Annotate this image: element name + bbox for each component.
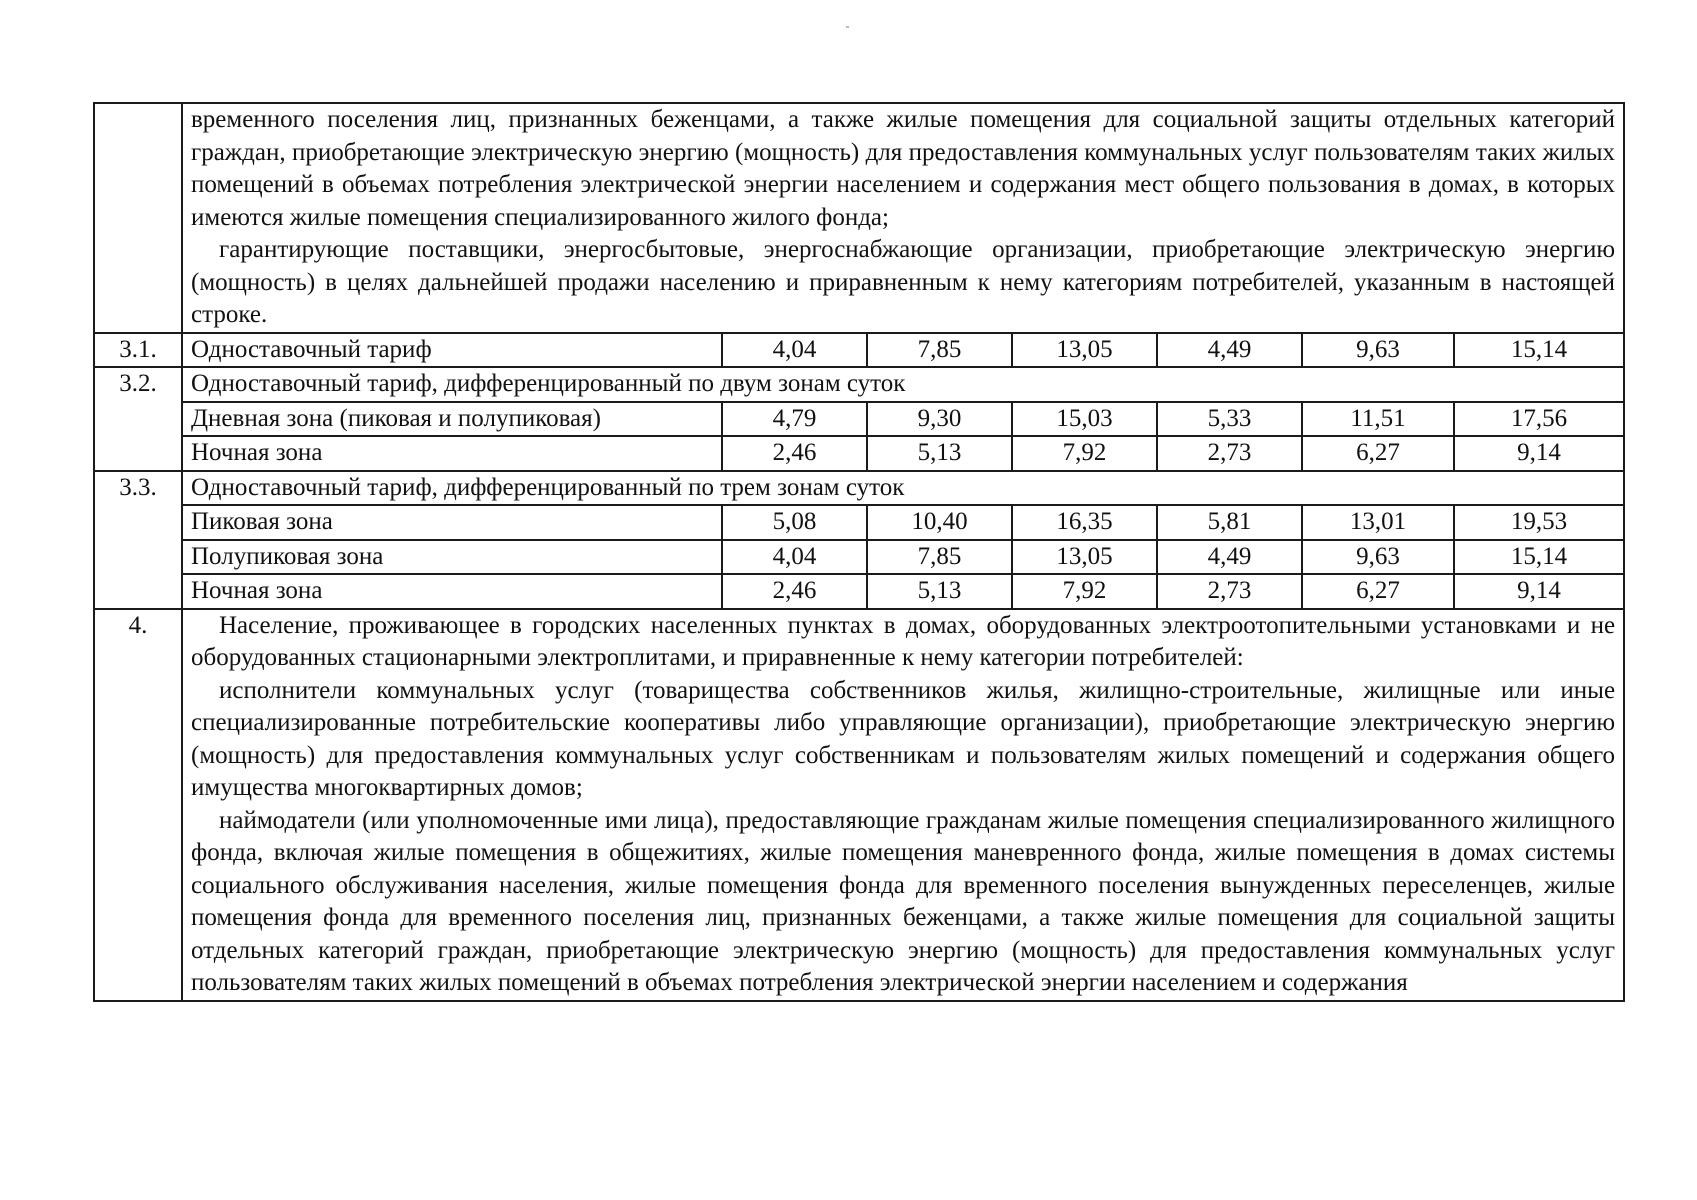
- tariff-value: 13,01: [1302, 505, 1454, 540]
- tariff-value: 10,40: [867, 505, 1012, 540]
- continuation-text-cell: [182, 103, 1624, 333]
- paragraph: гарантирующие поставщики, энергосбытовые, энергоснабжающие организации, приобретающие электрическую энергию (мощность) в целях дальнейшей продажи населению и приравненным к нему категориям потребителей, указанным в настоящей строке.: [191, 236, 1616, 328]
- tariff-value: 6,27: [1302, 574, 1454, 609]
- row-number: 3.2.: [94, 367, 182, 471]
- tariff-value: 4,04: [722, 333, 867, 368]
- tariff-value: 9,14: [1454, 436, 1624, 471]
- table-row-3-3-semipeak: [94, 540, 1624, 575]
- table-row-3-3-title: [94, 471, 1624, 506]
- row-number: 3.3.: [94, 471, 182, 609]
- tariff-value: 5,13: [867, 436, 1012, 471]
- row-number: 3.1.: [94, 333, 182, 368]
- table-row-3-1: [94, 333, 1624, 368]
- tariff-value: 4,04: [722, 540, 867, 575]
- tariff-value: 6,27: [1302, 436, 1454, 471]
- tariff-value: 16,35: [1012, 505, 1157, 540]
- tariff-label: Ночная зона: [182, 574, 722, 609]
- row-4-text-cell: [182, 609, 1624, 1001]
- tariff-value: 5,13: [867, 574, 1012, 609]
- table-row-continuation: [94, 103, 1624, 333]
- tariff-value: 9,63: [1302, 540, 1454, 575]
- tariff-value: 2,73: [1157, 436, 1302, 471]
- tariff-value: 5,08: [722, 505, 867, 540]
- tariff-label: Одноставочный тариф: [182, 333, 722, 368]
- tariff-label: Пиковая зона: [182, 505, 722, 540]
- table-row-3-2-night: [94, 436, 1624, 471]
- tariff-label: Ночная зона: [182, 436, 722, 471]
- tariff-value: 15,03: [1012, 402, 1157, 437]
- tariff-label: Полупиковая зона: [182, 540, 722, 575]
- paragraph: Население, проживающее в городских населенных пунктах в домах, оборудованных электроотопительными установками и не оборудованных стационарными электроплитами, и приравненные к нему категории потребителей:: [191, 611, 1616, 671]
- tariff-value: 9,14: [1454, 574, 1624, 609]
- paragraph: временного поселения лиц, признанных беженцами, а также жилые помещения для социальной защиты отдельных категорий граждан, приобретающие электрическую энергию (мощность) для предоставления коммунальных услуг пользователям таких жилых помещений в объемах потребления электрической энергии населением и содержания мест общего пользования в домах, в которых имеются жилые помещения специализированного жилого фонда;: [191, 106, 1616, 231]
- tariff-value: 4,49: [1157, 333, 1302, 368]
- tariff-value: 4,49: [1157, 540, 1302, 575]
- table-row-4: [94, 609, 1624, 1001]
- tariff-value: 9,63: [1302, 333, 1454, 368]
- tariff-section-title: Одноставочный тариф, дифференцированный по трем зонам суток: [182, 471, 1624, 506]
- paragraph: исполнители коммунальных услуг (товарищества собственников жилья, жилищно-строительные, жилищные или иные специализированные потребительские кооперативы либо управляющие организации), приобретающие электрическую энергию (мощность) для предоставления коммунальных услуг собственникам и пользователям жилых помещений и содержания общего имущества многоквартирных домов;: [191, 676, 1616, 801]
- tariff-value: 15,14: [1454, 540, 1624, 575]
- tariff-value: 17,56: [1454, 402, 1624, 437]
- table-row-3-2-day: [94, 402, 1624, 437]
- tariff-section-title: Одноставочный тариф, дифференцированный по двум зонам суток: [182, 367, 1624, 402]
- tariff-value: 13,05: [1012, 540, 1157, 575]
- tariff-value: 4,79: [722, 402, 867, 437]
- tariff-value: 7,92: [1012, 436, 1157, 471]
- row-number: 4.: [94, 609, 182, 1001]
- tariff-value: 9,30: [867, 402, 1012, 437]
- tariff-value: 13,05: [1012, 333, 1157, 368]
- table-row-3-2-title: [94, 367, 1624, 402]
- tariff-value: 7,85: [867, 333, 1012, 368]
- tariff-value: 11,51: [1302, 402, 1454, 437]
- scan-speck: [846, 26, 849, 28]
- table-row-3-3-peak: [94, 505, 1624, 540]
- tariff-value: 5,33: [1157, 402, 1302, 437]
- table-row-3-3-night: [94, 574, 1624, 609]
- paragraph: наймодатели (или уполномоченные ими лица), предоставляющие гражданам жилые помещения специализированного жилищного фонда, включая жилые помещения в общежитиях, жилые помещения маневренного фонда, жилые помещения в домах системы социального обслуживания населения, жилые помещения фонда для временного поселения вынужденных переселенцев, жилые помещения фонда для временного поселения лиц, признанных беженцами, а также жилые помещения для социальной защиты отдельных категорий граждан, приобретающие электрическую энергию (мощность) для предоставления коммунальных услуг пользователям таких жилых помещений в объемах потребления электрической энергии населением и содержания: [191, 806, 1616, 996]
- tariff-value: 7,92: [1012, 574, 1157, 609]
- tariff-label: Дневная зона (пиковая и полупиковая): [182, 402, 722, 437]
- tariff-table: [93, 102, 1625, 1002]
- tariff-value: 2,73: [1157, 574, 1302, 609]
- tariff-value: 5,81: [1157, 505, 1302, 540]
- tariff-value: 7,85: [867, 540, 1012, 575]
- tariff-value: 15,14: [1454, 333, 1624, 368]
- tariff-value: 2,46: [722, 436, 867, 471]
- tariff-value: 2,46: [722, 574, 867, 609]
- row-number-cell: [94, 103, 182, 333]
- tariff-value: 19,53: [1454, 505, 1624, 540]
